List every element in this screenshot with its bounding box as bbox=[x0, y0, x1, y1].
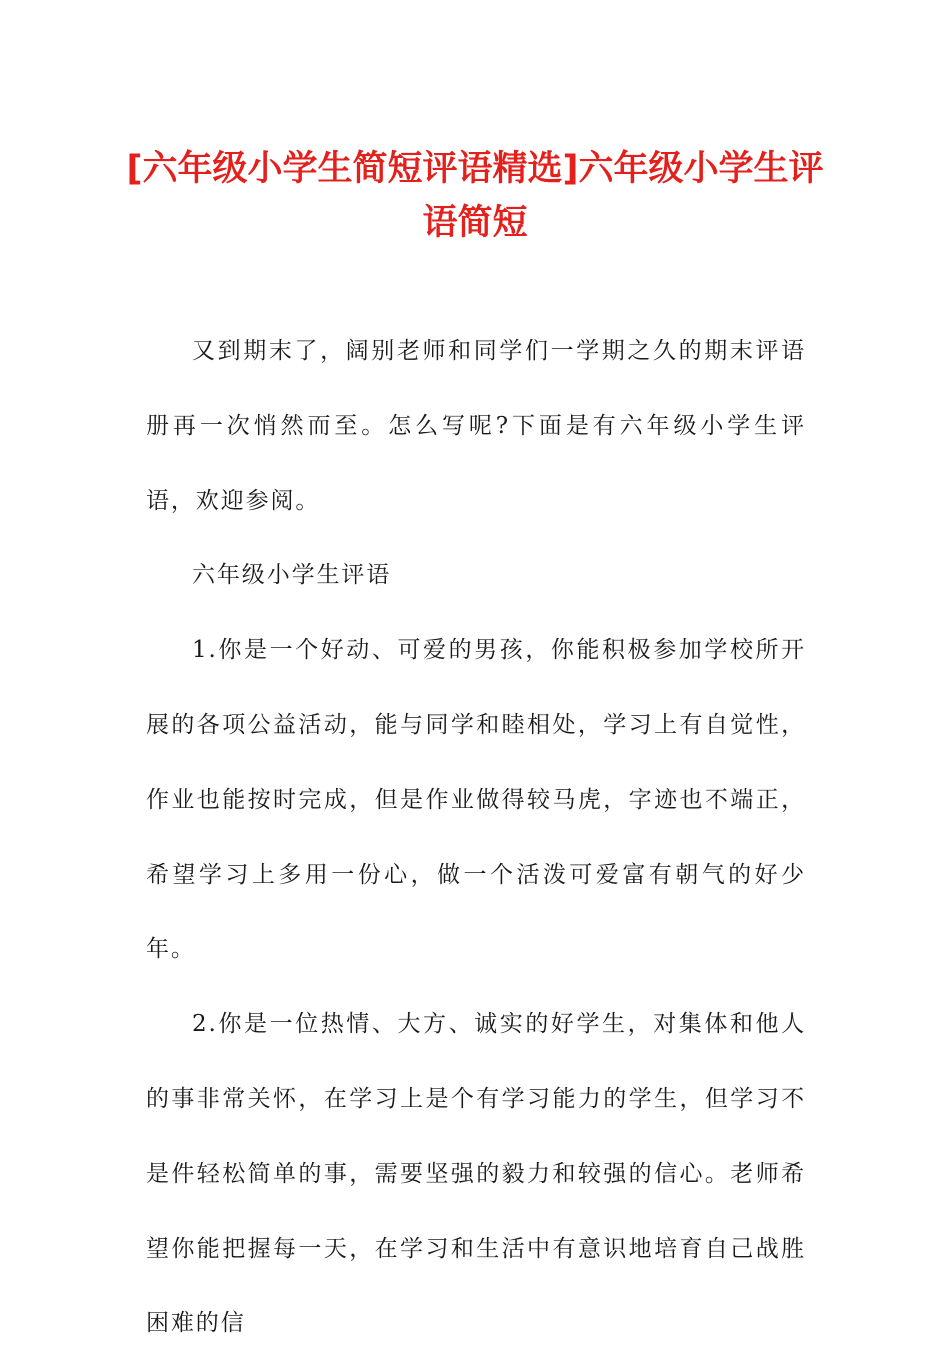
paragraph-section-heading: 六年级小学生评语 bbox=[192, 562, 392, 589]
paragraph-comment-2: 2.你是一位热情、大方、诚实的好学生，对集体和他人的事非常关怀，在学习上是个有学习能力的学生，但学习不是件轻松简单的事，需要坚强的毅力和较强的信心。老师希望你能把握每一天，在学习和生活中有意识地培育自己战胜困难的信 bbox=[146, 1011, 806, 1337]
paragraph-comment-1: 1.你是一个好动、可爱的男孩，你能积极参加学校所开展的各项公益活动，能与同学和睦相处，学习上有自觉性，作业也能按时完成，但是作业做得较马虎，字迹也不端正，希望学习上多用一份心，做一个活泼可爱富有朝气的好少年。 bbox=[146, 637, 806, 963]
paragraph-intro: 又到期末了，阔别老师和同学们一学期之久的期末评语册再一次悄然而至。怎么写呢?下面是有六年级小学生评语，欢迎参阅。 bbox=[146, 338, 806, 514]
document-body bbox=[146, 314, 806, 1361]
document-title: [六年级小学生简短评语精选]六年级小学生评语简短 bbox=[126, 149, 824, 243]
